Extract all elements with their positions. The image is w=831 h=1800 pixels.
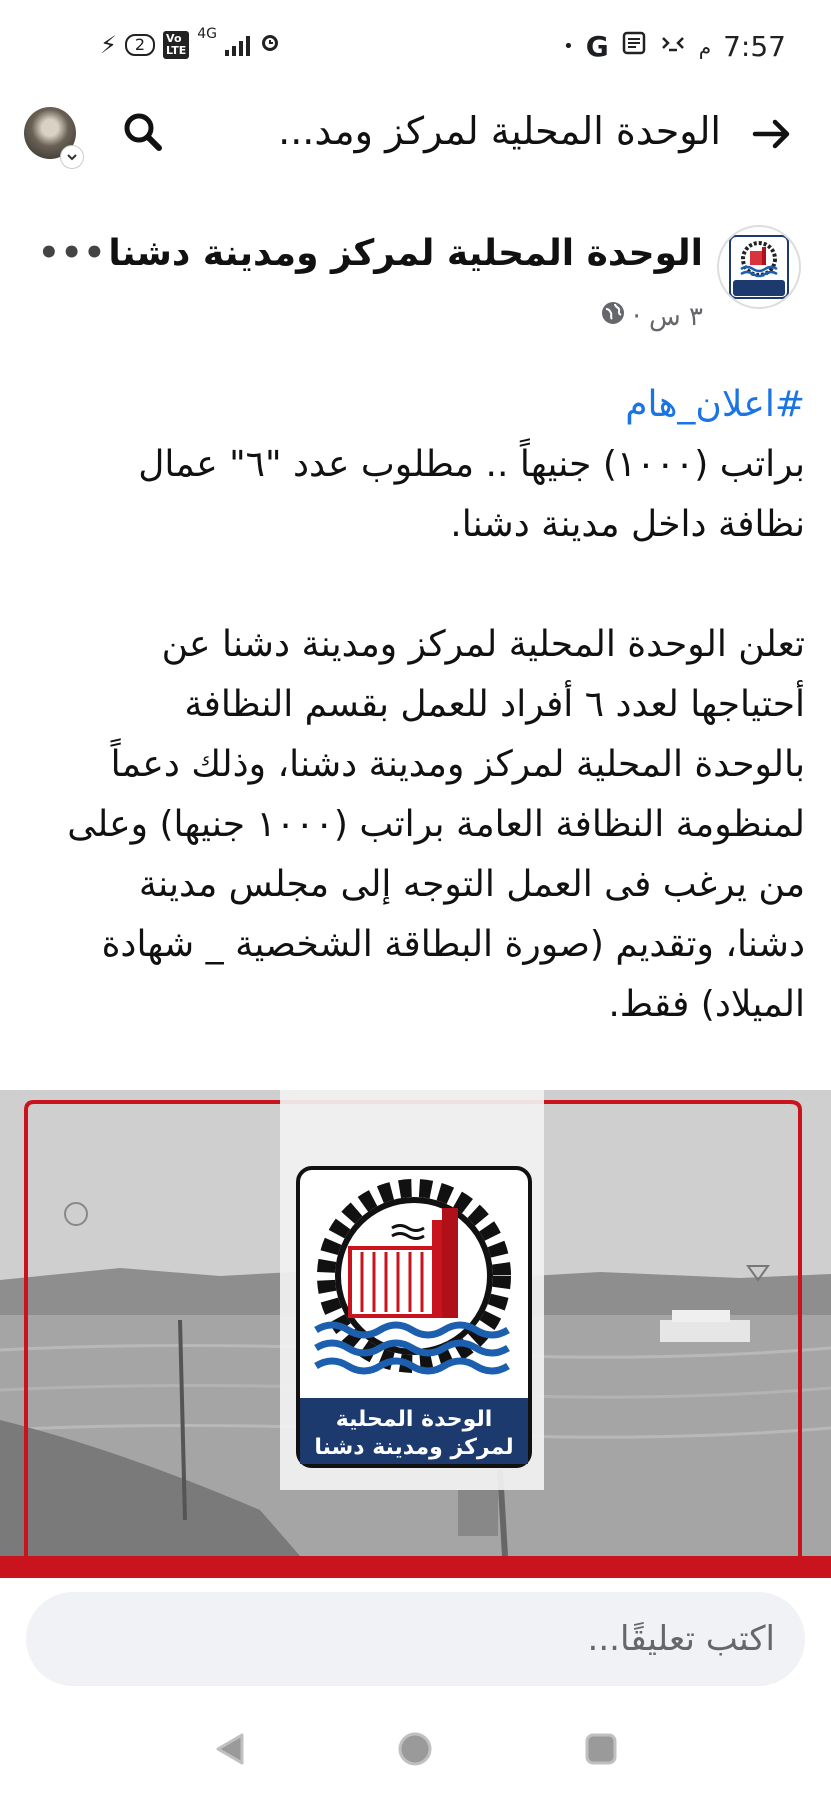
nav-home-button[interactable] (396, 1730, 434, 1768)
post-page-name[interactable]: الوحدة المحلية لمركز ومدينة دشنا (108, 233, 703, 274)
page-logo-icon (729, 235, 789, 299)
nav-recents-icon (582, 1730, 620, 1768)
status-icons-left (100, 26, 282, 60)
status-time: 7:57 (723, 30, 786, 63)
charging-icon: ⚡ (100, 31, 117, 59)
post-line: من يرغب فى العمل التوجه إلى مجلس مدينة (138, 864, 805, 905)
post-line: براتب (١٠٠٠) جنيهاً .. مطلوب عدد "٦" عمال (138, 444, 805, 485)
search-button[interactable] (120, 109, 166, 155)
logo-text-line2: لمركز ومدينة دشنا (314, 1435, 514, 1460)
system-nav-bar (0, 1720, 831, 1780)
arrow-right-icon (749, 111, 795, 157)
post-line: دشنا، وتقديم (صورة البطاقة الشخصية _ شهادة (101, 924, 805, 965)
post-line: لمنظومة النظافة العامة براتب (١٠٠٠ جنيها) وعلى (67, 804, 805, 845)
page-title: الوحدة المحلية لمركز ومد... (278, 109, 721, 153)
signal-icon (225, 34, 250, 56)
post-meta (600, 300, 703, 333)
dot-icon: • (563, 36, 574, 57)
post-line: الميلاد) فقط. (608, 984, 805, 1025)
nav-home-icon (396, 1730, 434, 1768)
google-icon: G (585, 30, 609, 63)
nav-back-icon (212, 1730, 250, 1768)
image-red-bar (0, 1556, 831, 1578)
gamepad-icon (659, 30, 687, 63)
post-header (0, 225, 831, 345)
post-line: نظافة داخل مدينة دشنا. (450, 504, 805, 545)
network-type: 4G (197, 26, 218, 42)
app-header (0, 95, 831, 175)
nav-back-button[interactable] (212, 1730, 250, 1768)
post-body (20, 375, 805, 1035)
alarm-icon (258, 30, 282, 60)
post-time[interactable]: ٣ س · (632, 301, 703, 332)
status-icons-right (563, 30, 786, 63)
chevron-down-icon (60, 145, 84, 169)
river-scene-illustration (0, 1090, 831, 1578)
logo-text-line1: الوحدة المحلية (335, 1407, 493, 1432)
post-image[interactable] (0, 1090, 831, 1578)
page-logo-button[interactable] (717, 225, 801, 309)
volte-icon: Vo LTE (163, 31, 189, 59)
nav-recents-button[interactable] (582, 1730, 620, 1768)
post-line: بالوحدة المحلية لمركز ومدينة دشنا، وذلك دعماً (110, 744, 805, 785)
comment-placeholder: اكتب تعليقًا... (587, 1619, 775, 1659)
search-icon (120, 109, 166, 155)
post-line: أحتياجها لعدد ٦ أفراد للعمل بقسم النظافة (184, 684, 805, 725)
news-icon (621, 30, 647, 63)
status-bar (0, 0, 831, 95)
profile-avatar-button[interactable] (24, 107, 80, 163)
post-line: تعلن الوحدة المحلية لمركز ومدينة دشنا عن (161, 624, 805, 665)
more-options-button[interactable]: ••• (38, 233, 107, 273)
globe-icon (600, 300, 626, 333)
hashtag-link[interactable]: #اعلان_هام (625, 384, 805, 425)
comment-input[interactable] (26, 1592, 805, 1686)
sim-badge: 2 (125, 34, 155, 56)
back-button[interactable] (749, 111, 795, 157)
paragraph-break (20, 555, 805, 615)
status-ampm: م (698, 34, 712, 59)
